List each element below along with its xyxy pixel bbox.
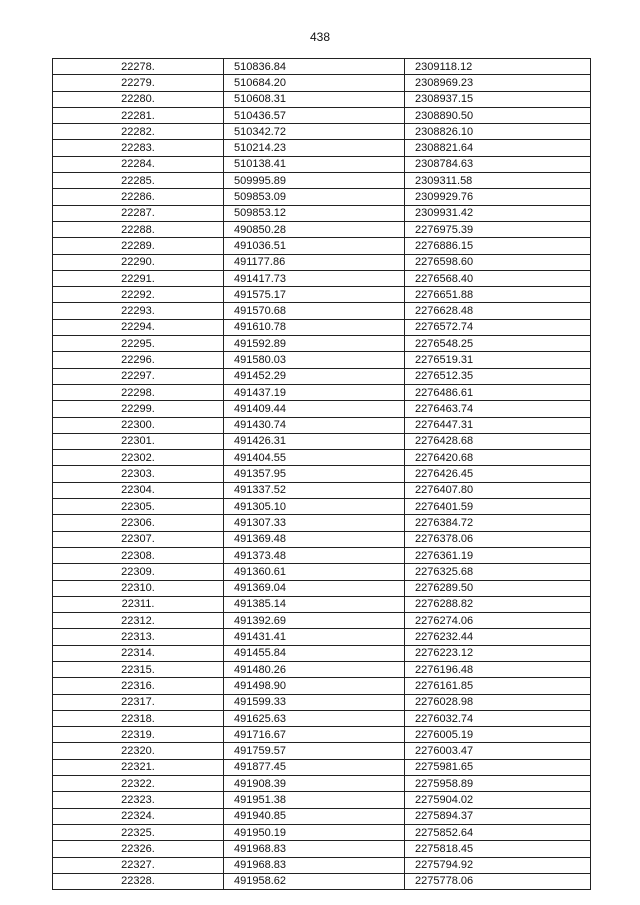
table-row: [53, 808, 591, 824]
y-coordinate-cell: 2276512.35: [405, 368, 591, 384]
y-coordinate-cell: 2308969.23: [405, 75, 591, 91]
x-coordinate-cell: 491177.86: [224, 254, 405, 270]
y-coordinate-cell: 2276407.80: [405, 482, 591, 498]
table-row: [53, 531, 591, 547]
row-number-cell: 22298.: [53, 384, 224, 400]
x-coordinate-cell: 491452.29: [224, 368, 405, 384]
y-coordinate-cell: 2276289.50: [405, 580, 591, 596]
table-row: [53, 580, 591, 596]
row-number-cell: 22322.: [53, 776, 224, 792]
y-coordinate-cell: 2276028.98: [405, 694, 591, 710]
row-number-cell: 22324.: [53, 808, 224, 824]
x-coordinate-cell: 491437.19: [224, 384, 405, 400]
table-row: [53, 124, 591, 140]
table-row: [53, 91, 591, 107]
row-number-cell: 22292.: [53, 287, 224, 303]
y-coordinate-cell: 2276598.60: [405, 254, 591, 270]
y-coordinate-cell: 2276361.19: [405, 547, 591, 563]
row-number-cell: 22289.: [53, 238, 224, 254]
row-number-cell: 22293.: [53, 303, 224, 319]
table-row: [53, 727, 591, 743]
y-coordinate-cell: 2309311.58: [405, 173, 591, 189]
table-row: [53, 547, 591, 563]
table-row: [53, 140, 591, 156]
table-row: [53, 384, 591, 400]
x-coordinate-cell: 491373.48: [224, 547, 405, 563]
x-coordinate-cell: 491592.89: [224, 336, 405, 352]
x-coordinate-cell: 491417.73: [224, 270, 405, 286]
y-coordinate-cell: 2275894.37: [405, 808, 591, 824]
x-coordinate-cell: 491480.26: [224, 661, 405, 677]
x-coordinate-cell: 510342.72: [224, 124, 405, 140]
x-coordinate-cell: 491599.33: [224, 694, 405, 710]
x-coordinate-cell: 491430.74: [224, 417, 405, 433]
y-coordinate-cell: 2309931.42: [405, 205, 591, 221]
x-coordinate-cell: 510436.57: [224, 107, 405, 123]
row-number-cell: 22279.: [53, 75, 224, 91]
table-row: [53, 645, 591, 661]
row-number-cell: 22314.: [53, 645, 224, 661]
y-coordinate-cell: 2309929.76: [405, 189, 591, 205]
x-coordinate-cell: 509995.89: [224, 173, 405, 189]
row-number-cell: 22304.: [53, 482, 224, 498]
y-coordinate-cell: 2276032.74: [405, 710, 591, 726]
table-row: [53, 173, 591, 189]
table-row: [53, 678, 591, 694]
table-row: [53, 564, 591, 580]
y-coordinate-cell: 2276975.39: [405, 221, 591, 237]
x-coordinate-cell: 491409.44: [224, 401, 405, 417]
row-number-cell: 22325.: [53, 824, 224, 840]
y-coordinate-cell: 2275904.02: [405, 792, 591, 808]
table-row: [53, 824, 591, 840]
coordinates-table: [52, 58, 591, 890]
y-coordinate-cell: 2276161.85: [405, 678, 591, 694]
row-number-cell: 22326.: [53, 841, 224, 857]
x-coordinate-cell: 491369.04: [224, 580, 405, 596]
y-coordinate-cell: 2308937.15: [405, 91, 591, 107]
row-number-cell: 22327.: [53, 857, 224, 873]
y-coordinate-cell: 2276463.74: [405, 401, 591, 417]
table-row: [53, 368, 591, 384]
y-coordinate-cell: 2276651.88: [405, 287, 591, 303]
table-row: [53, 433, 591, 449]
y-coordinate-cell: 2275958.89: [405, 776, 591, 792]
table-row: [53, 596, 591, 612]
x-coordinate-cell: 491455.84: [224, 645, 405, 661]
y-coordinate-cell: 2276428.68: [405, 433, 591, 449]
y-coordinate-cell: 2276384.72: [405, 515, 591, 531]
x-coordinate-cell: 510684.20: [224, 75, 405, 91]
y-coordinate-cell: 2275818.45: [405, 841, 591, 857]
row-number-cell: 22281.: [53, 107, 224, 123]
x-coordinate-cell: 491958.62: [224, 873, 405, 889]
y-coordinate-cell: 2308826.10: [405, 124, 591, 140]
y-coordinate-cell: 2308821.64: [405, 140, 591, 156]
row-number-cell: 22283.: [53, 140, 224, 156]
row-number-cell: 22291.: [53, 270, 224, 286]
x-coordinate-cell: 491580.03: [224, 352, 405, 368]
x-coordinate-cell: 491759.57: [224, 743, 405, 759]
row-number-cell: 22315.: [53, 661, 224, 677]
row-number-cell: 22320.: [53, 743, 224, 759]
y-coordinate-cell: 2275778.06: [405, 873, 591, 889]
row-number-cell: 22297.: [53, 368, 224, 384]
y-coordinate-cell: 2276003.47: [405, 743, 591, 759]
row-number-cell: 22278.: [53, 59, 224, 75]
table-row: [53, 499, 591, 515]
y-coordinate-cell: 2308890.50: [405, 107, 591, 123]
table-row: [53, 254, 591, 270]
y-coordinate-cell: 2276426.45: [405, 466, 591, 482]
table-body: [53, 59, 591, 890]
row-number-cell: 22328.: [53, 873, 224, 889]
table-row: [53, 710, 591, 726]
x-coordinate-cell: 491369.48: [224, 531, 405, 547]
table-row: [53, 189, 591, 205]
y-coordinate-cell: 2276519.31: [405, 352, 591, 368]
table-row: [53, 629, 591, 645]
x-coordinate-cell: 510608.31: [224, 91, 405, 107]
y-coordinate-cell: 2276447.31: [405, 417, 591, 433]
x-coordinate-cell: 491305.10: [224, 499, 405, 515]
table-row: [53, 287, 591, 303]
x-coordinate-cell: 491392.69: [224, 613, 405, 629]
table-row: [53, 319, 591, 335]
table-row: [53, 776, 591, 792]
table-row: [53, 156, 591, 172]
y-coordinate-cell: 2276223.12: [405, 645, 591, 661]
page-number: 438: [309, 30, 331, 44]
row-number-cell: 22308.: [53, 547, 224, 563]
table-row: [53, 515, 591, 531]
x-coordinate-cell: 491968.83: [224, 841, 405, 857]
y-coordinate-cell: 2276274.06: [405, 613, 591, 629]
y-coordinate-cell: 2276486.61: [405, 384, 591, 400]
row-number-cell: 22286.: [53, 189, 224, 205]
y-coordinate-cell: 2276886.15: [405, 238, 591, 254]
x-coordinate-cell: 491357.95: [224, 466, 405, 482]
table-row: [53, 303, 591, 319]
table-row: [53, 743, 591, 759]
row-number-cell: 22316.: [53, 678, 224, 694]
y-coordinate-cell: 2276288.82: [405, 596, 591, 612]
x-coordinate-cell: 491360.61: [224, 564, 405, 580]
x-coordinate-cell: 491575.17: [224, 287, 405, 303]
table-row: [53, 694, 591, 710]
table-row: [53, 613, 591, 629]
row-number-cell: 22305.: [53, 499, 224, 515]
table-row: [53, 466, 591, 482]
table-row: [53, 270, 591, 286]
table-row: [53, 238, 591, 254]
table-row: [53, 336, 591, 352]
row-number-cell: 22290.: [53, 254, 224, 270]
y-coordinate-cell: 2276628.48: [405, 303, 591, 319]
row-number-cell: 22296.: [53, 352, 224, 368]
row-number-cell: 22311.: [53, 596, 224, 612]
x-coordinate-cell: 491431.41: [224, 629, 405, 645]
y-coordinate-cell: 2308784.63: [405, 156, 591, 172]
table-row: [53, 107, 591, 123]
row-number-cell: 22282.: [53, 124, 224, 140]
y-coordinate-cell: 2276378.06: [405, 531, 591, 547]
row-number-cell: 22323.: [53, 792, 224, 808]
table-row: [53, 857, 591, 873]
row-number-cell: 22319.: [53, 727, 224, 743]
x-coordinate-cell: 491940.85: [224, 808, 405, 824]
x-coordinate-cell: 509853.09: [224, 189, 405, 205]
y-coordinate-cell: 2275852.64: [405, 824, 591, 840]
x-coordinate-cell: 490850.28: [224, 221, 405, 237]
x-coordinate-cell: 491951.38: [224, 792, 405, 808]
row-number-cell: 22287.: [53, 205, 224, 221]
x-coordinate-cell: 491385.14: [224, 596, 405, 612]
table-row: [53, 841, 591, 857]
row-number-cell: 22312.: [53, 613, 224, 629]
y-coordinate-cell: 2276568.40: [405, 270, 591, 286]
row-number-cell: 22301.: [53, 433, 224, 449]
x-coordinate-cell: 491498.90: [224, 678, 405, 694]
row-number-cell: 22321.: [53, 759, 224, 775]
table-row: [53, 792, 591, 808]
row-number-cell: 22302.: [53, 450, 224, 466]
row-number-cell: 22309.: [53, 564, 224, 580]
y-coordinate-cell: 2276232.44: [405, 629, 591, 645]
row-number-cell: 22310.: [53, 580, 224, 596]
row-number-cell: 22285.: [53, 173, 224, 189]
y-coordinate-cell: 2276572.74: [405, 319, 591, 335]
x-coordinate-cell: 491950.19: [224, 824, 405, 840]
table-row: [53, 661, 591, 677]
x-coordinate-cell: 491337.52: [224, 482, 405, 498]
y-coordinate-cell: 2276420.68: [405, 450, 591, 466]
x-coordinate-cell: 510836.84: [224, 59, 405, 75]
table-row: [53, 75, 591, 91]
x-coordinate-cell: 491307.33: [224, 515, 405, 531]
row-number-cell: 22280.: [53, 91, 224, 107]
table-row: [53, 352, 591, 368]
y-coordinate-cell: 2275981.65: [405, 759, 591, 775]
table-row: [53, 221, 591, 237]
y-coordinate-cell: 2309118.12: [405, 59, 591, 75]
row-number-cell: 22317.: [53, 694, 224, 710]
y-coordinate-cell: 2276005.19: [405, 727, 591, 743]
x-coordinate-cell: 491570.68: [224, 303, 405, 319]
table-row: [53, 873, 591, 889]
table-row: [53, 759, 591, 775]
x-coordinate-cell: 491625.63: [224, 710, 405, 726]
y-coordinate-cell: 2276196.48: [405, 661, 591, 677]
row-number-cell: 22295.: [53, 336, 224, 352]
row-number-cell: 22306.: [53, 515, 224, 531]
y-coordinate-cell: 2276325.68: [405, 564, 591, 580]
y-coordinate-cell: 2276401.59: [405, 499, 591, 515]
x-coordinate-cell: 509853.12: [224, 205, 405, 221]
table-row: [53, 401, 591, 417]
x-coordinate-cell: 510214.23: [224, 140, 405, 156]
row-number-cell: 22307.: [53, 531, 224, 547]
table-row: [53, 417, 591, 433]
table-row: [53, 482, 591, 498]
x-coordinate-cell: 491426.31: [224, 433, 405, 449]
row-number-cell: 22288.: [53, 221, 224, 237]
y-coordinate-cell: 2275794.92: [405, 857, 591, 873]
x-coordinate-cell: 491404.55: [224, 450, 405, 466]
table-row: [53, 59, 591, 75]
table-row: [53, 205, 591, 221]
x-coordinate-cell: 491716.67: [224, 727, 405, 743]
x-coordinate-cell: 491908.39: [224, 776, 405, 792]
row-number-cell: 22313.: [53, 629, 224, 645]
table-row: [53, 450, 591, 466]
row-number-cell: 22303.: [53, 466, 224, 482]
x-coordinate-cell: 491877.45: [224, 759, 405, 775]
row-number-cell: 22318.: [53, 710, 224, 726]
x-coordinate-cell: 491968.83: [224, 857, 405, 873]
row-number-cell: 22284.: [53, 156, 224, 172]
y-coordinate-cell: 2276548.25: [405, 336, 591, 352]
row-number-cell: 22299.: [53, 401, 224, 417]
x-coordinate-cell: 491610.78: [224, 319, 405, 335]
x-coordinate-cell: 510138.41: [224, 156, 405, 172]
x-coordinate-cell: 491036.51: [224, 238, 405, 254]
row-number-cell: 22294.: [53, 319, 224, 335]
row-number-cell: 22300.: [53, 417, 224, 433]
